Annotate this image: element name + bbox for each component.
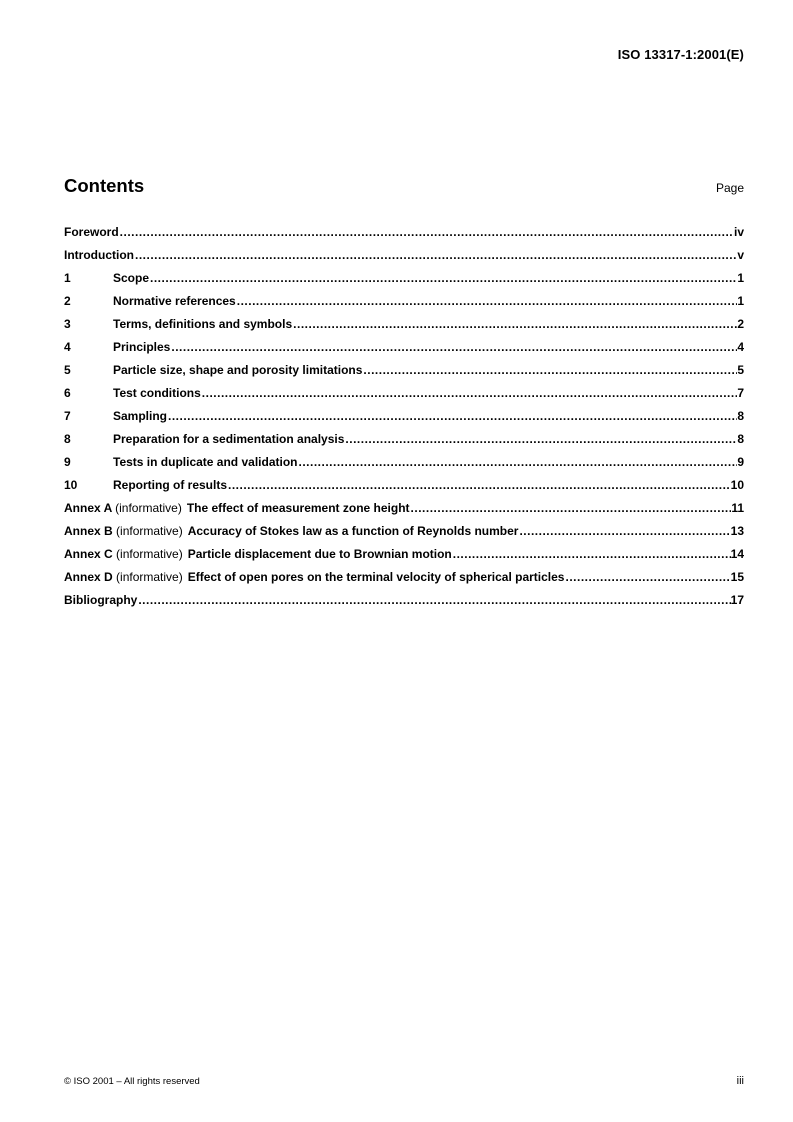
annex-letter: Annex A [64,501,112,515]
toc-entry-clause-5[interactable] [64,363,744,386]
toc-entry-clause-3[interactable] [64,317,744,340]
toc-entry-title: Terms, definitions and symbols [113,317,293,331]
toc-entry-title: The effect of measurement zone height [186,501,410,515]
toc-leader-dots [298,455,737,469]
toc-entry-page: 10 [730,478,744,492]
contents-header [64,175,744,197]
toc-entry-page: 14 [730,547,744,561]
table-of-contents [64,225,744,616]
toc-entry-page: 5 [737,363,744,377]
toc-entry-title: Principles [113,340,171,354]
toc-entry-page: 1 [737,271,744,285]
toc-entry-title: Introduction [64,248,134,262]
toc-entry-number: 7 [64,409,71,423]
toc-entry-page: 11 [731,501,744,515]
toc-entry-number: 1 [64,271,71,285]
toc-entry-title: Particle size, shape and porosity limitations [113,363,363,377]
toc-entry-bibliography[interactable] [64,593,744,616]
annex-label [64,547,183,561]
annex-kind: (informative) [116,570,183,584]
toc-entry-annex-d[interactable] [64,570,744,593]
toc-entry-number: 3 [64,317,71,331]
toc-entry-number: 4 [64,340,71,354]
toc-leader-dots [363,363,737,377]
toc-entry-clause-2[interactable] [64,294,744,317]
annex-label [64,570,183,584]
page-column-label: Page [715,181,744,195]
toc-entry-number: 9 [64,455,71,469]
contents-title: Contents [64,175,145,196]
toc-entry-clause-4[interactable] [64,340,744,363]
toc-leader-dots [293,317,737,331]
toc-leader-dots [135,248,737,262]
toc-entry-clause-8[interactable] [64,432,744,455]
toc-entry-page: 7 [737,386,744,400]
toc-entry-title: Particle displacement due to Brownian motion [187,547,452,561]
document-id: ISO 13317-1:2001(E) [617,47,744,62]
toc-entry-clause-7[interactable] [64,409,744,432]
annex-letter: Annex D [64,570,113,584]
toc-entry-clause-1[interactable] [64,271,744,294]
annex-kind: (informative) [116,524,183,538]
toc-entry-title: Test conditions [113,386,201,400]
toc-entry-page: v [737,248,744,262]
toc-entry-page: 2 [737,317,744,331]
toc-entry-number: 10 [64,478,78,492]
toc-entry-annex-b[interactable] [64,524,744,547]
toc-leader-dots [150,271,737,285]
toc-leader-dots [171,340,737,354]
toc-entry-number: 8 [64,432,71,446]
toc-leader-dots [168,409,737,423]
toc-leader-dots [202,386,738,400]
toc-entry-foreword[interactable] [64,225,744,248]
toc-entry-clause-6[interactable] [64,386,744,409]
toc-entry-number: 5 [64,363,71,377]
toc-leader-dots [411,501,732,515]
toc-entry-page: 13 [730,524,744,538]
toc-entry-title: Reporting of results [113,478,228,492]
toc-entry-title: Foreword [64,225,119,239]
toc-leader-dots [453,547,731,561]
toc-leader-dots [237,294,738,308]
toc-entry-title: Preparation for a sedimentation analysis [113,432,345,446]
toc-entry-page: 8 [737,409,744,423]
toc-entry-clause-9[interactable] [64,455,744,478]
toc-entry-title: Scope [113,271,150,285]
toc-leader-dots [565,570,730,584]
annex-label [64,501,182,515]
toc-leader-dots [519,524,730,538]
toc-entry-title: Accuracy of Stokes law as a function of Reynolds number [187,524,519,538]
toc-entry-page: 9 [737,455,744,469]
annex-kind: (informative) [115,501,182,515]
annex-label [64,524,183,538]
toc-entry-page: 1 [737,294,744,308]
toc-leader-dots [345,432,737,446]
toc-entry-introduction[interactable] [64,248,744,271]
toc-entry-annex-a[interactable] [64,501,744,524]
toc-entry-title: Sampling [113,409,168,423]
page-number: iii [736,1075,744,1087]
toc-entry-page: 15 [730,570,744,584]
toc-entry-annex-c[interactable] [64,547,744,570]
toc-entry-page: 8 [737,432,744,446]
toc-entry-number: 2 [64,294,71,308]
toc-entry-title: Effect of open pores on the terminal velocity of spherical particles [187,570,565,584]
annex-kind: (informative) [116,547,183,561]
toc-entry-page: 4 [737,340,744,354]
toc-entry-number: 6 [64,386,71,400]
toc-leader-dots [138,593,730,607]
toc-leader-dots [120,225,734,239]
annex-letter: Annex C [64,547,113,561]
toc-entry-title: Bibliography [64,593,138,607]
toc-entry-title: Tests in duplicate and validation [113,455,298,469]
toc-leader-dots [228,478,731,492]
toc-entry-title: Normative references [113,294,236,308]
toc-entry-page: 17 [730,593,744,607]
toc-entry-clause-10[interactable] [64,478,744,501]
page-footer [64,1075,744,1087]
annex-letter: Annex B [64,524,113,538]
copyright-notice: © ISO 2001 – All rights reserved [64,1076,200,1087]
toc-entry-page: iv [733,225,744,239]
